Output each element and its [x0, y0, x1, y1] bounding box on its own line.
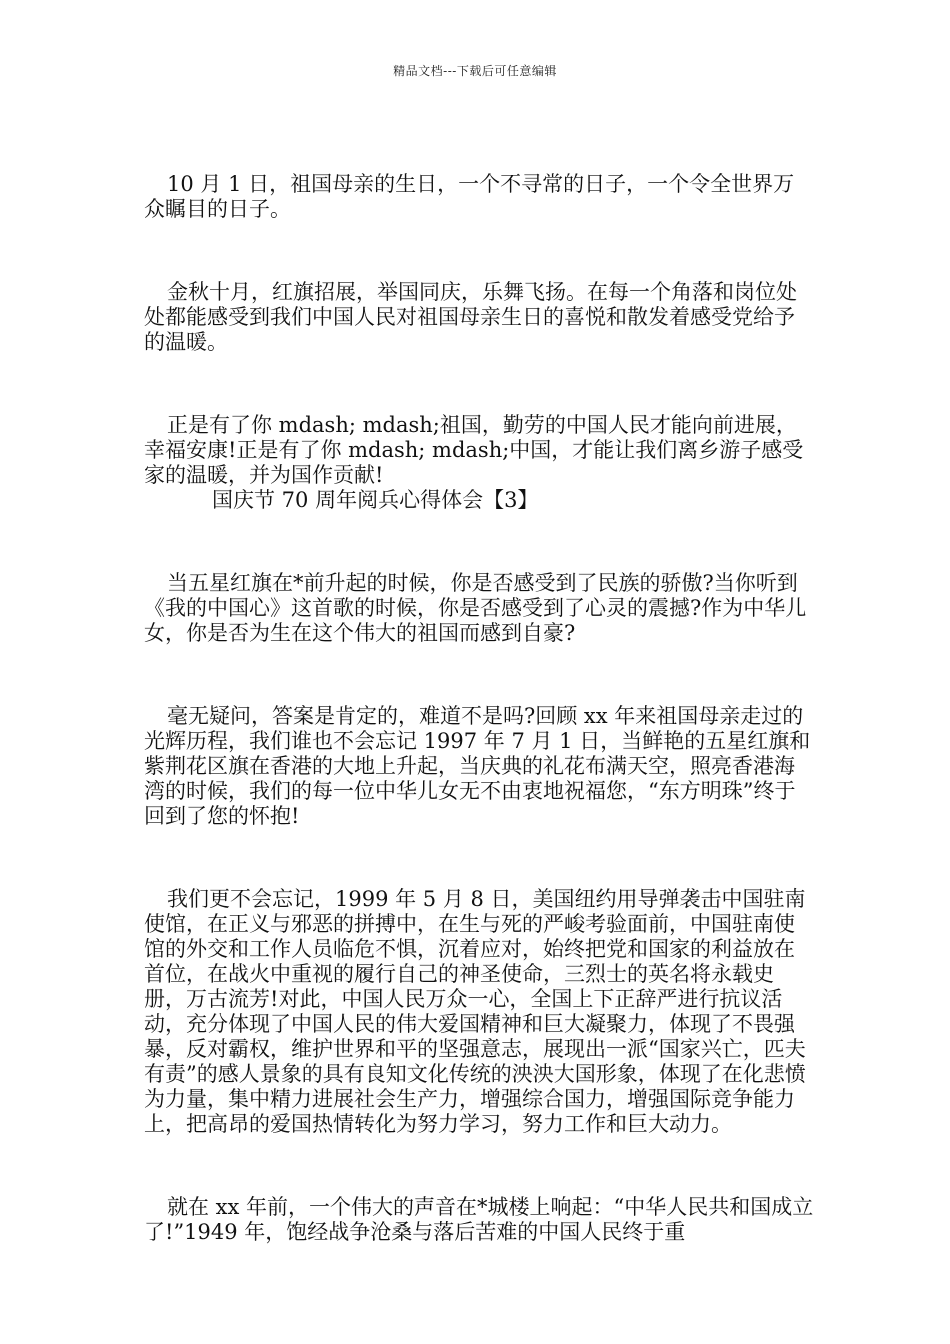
paragraph-5: 毫无疑问，答案是肯定的，难道不是吗?回顾 xx 年来祖国母亲走过的光辉历程，我们谁也不会忘记 1997 年 7 月 1 日，当鲜艳的五星红旗和紫荆花区旗在香港的大地上升起，当庆典的礼花布满天空，照亮香港海湾的时候，我们的每一位中华儿女无不由衷地祝福您，“东方明珠”终于回到了您的怀抱! [144, 704, 811, 828]
document-body [144, 172, 814, 1245]
paragraph-2: 金秋十月，红旗招展，举国同庆，乐舞飞扬。在每一个角落和岗位处处都能感受到我们中国人民对祖国母亲生日的喜悦和散发着感受党给予的温暖。 [144, 280, 797, 354]
paragraph-1: 10 月 1 日，祖国母亲的生日，一个不寻常的日子，一个令全世界万众瞩目的日子。 [144, 172, 795, 221]
page-header: 精品文档---下载后可任意编辑 [393, 64, 557, 78]
paragraph-4: 当五星红旗在*前升起的时候，你是否感受到了民族的骄傲?当你听到《我的中国心》这首歌的时候，你是否感受到了心灵的震撼?作为中华儿女，你是否为生在这个伟大的祖国而感到自豪? [144, 571, 807, 645]
section-heading: 国庆节 70 周年阅兵心得体会【3】 [212, 488, 539, 512]
paragraph-7: 就在 xx 年前，一个伟大的声音在*城楼上响起：“中华人民共和国成立了!”1949 年，饱经战争沧桑与落后苦难的中国人民终于重 [144, 1195, 814, 1244]
paragraph-3: 正是有了你 mdash; mdash;祖国，勤劳的中国人民才能向前进展，幸福安康!正是有了你 mdash; mdash;中国，才能让我们离乡游子感受家的温暖，并为国作贡献! [144, 413, 804, 487]
paragraph-6: 我们更不会忘记，1999 年 5 月 8 日，美国纽约用导弹袭击中国驻南使馆，在正义与邪恶的拼搏中，在生与死的严峻考验面前，中国驻南使馆的外交和工作人员临危不惧，沉着应对，始终把党和国家的利益放在首位，在战火中重视的履行自己的神圣使命，三烈士的英名将永载史册，万古流芳!对此，中国人民万众一心，全国上下正辞严进行抗议活动，充分体现了中国人民的伟大爱国精神和巨大凝聚力，体现了不畏强暴，反对霸权，维护世界和平的坚强意志，展现出一派“国家兴亡，匹夫有责”的感人景象的具有良知文化传统的泱泱大国形象，体现了在化悲愤为力量，集中精力进展社会生产力，增强综合国力，增强国际竞争能力上，把高昂的爱国热情转化为努力学习，努力工作和巨大动力。 [144, 887, 806, 1136]
